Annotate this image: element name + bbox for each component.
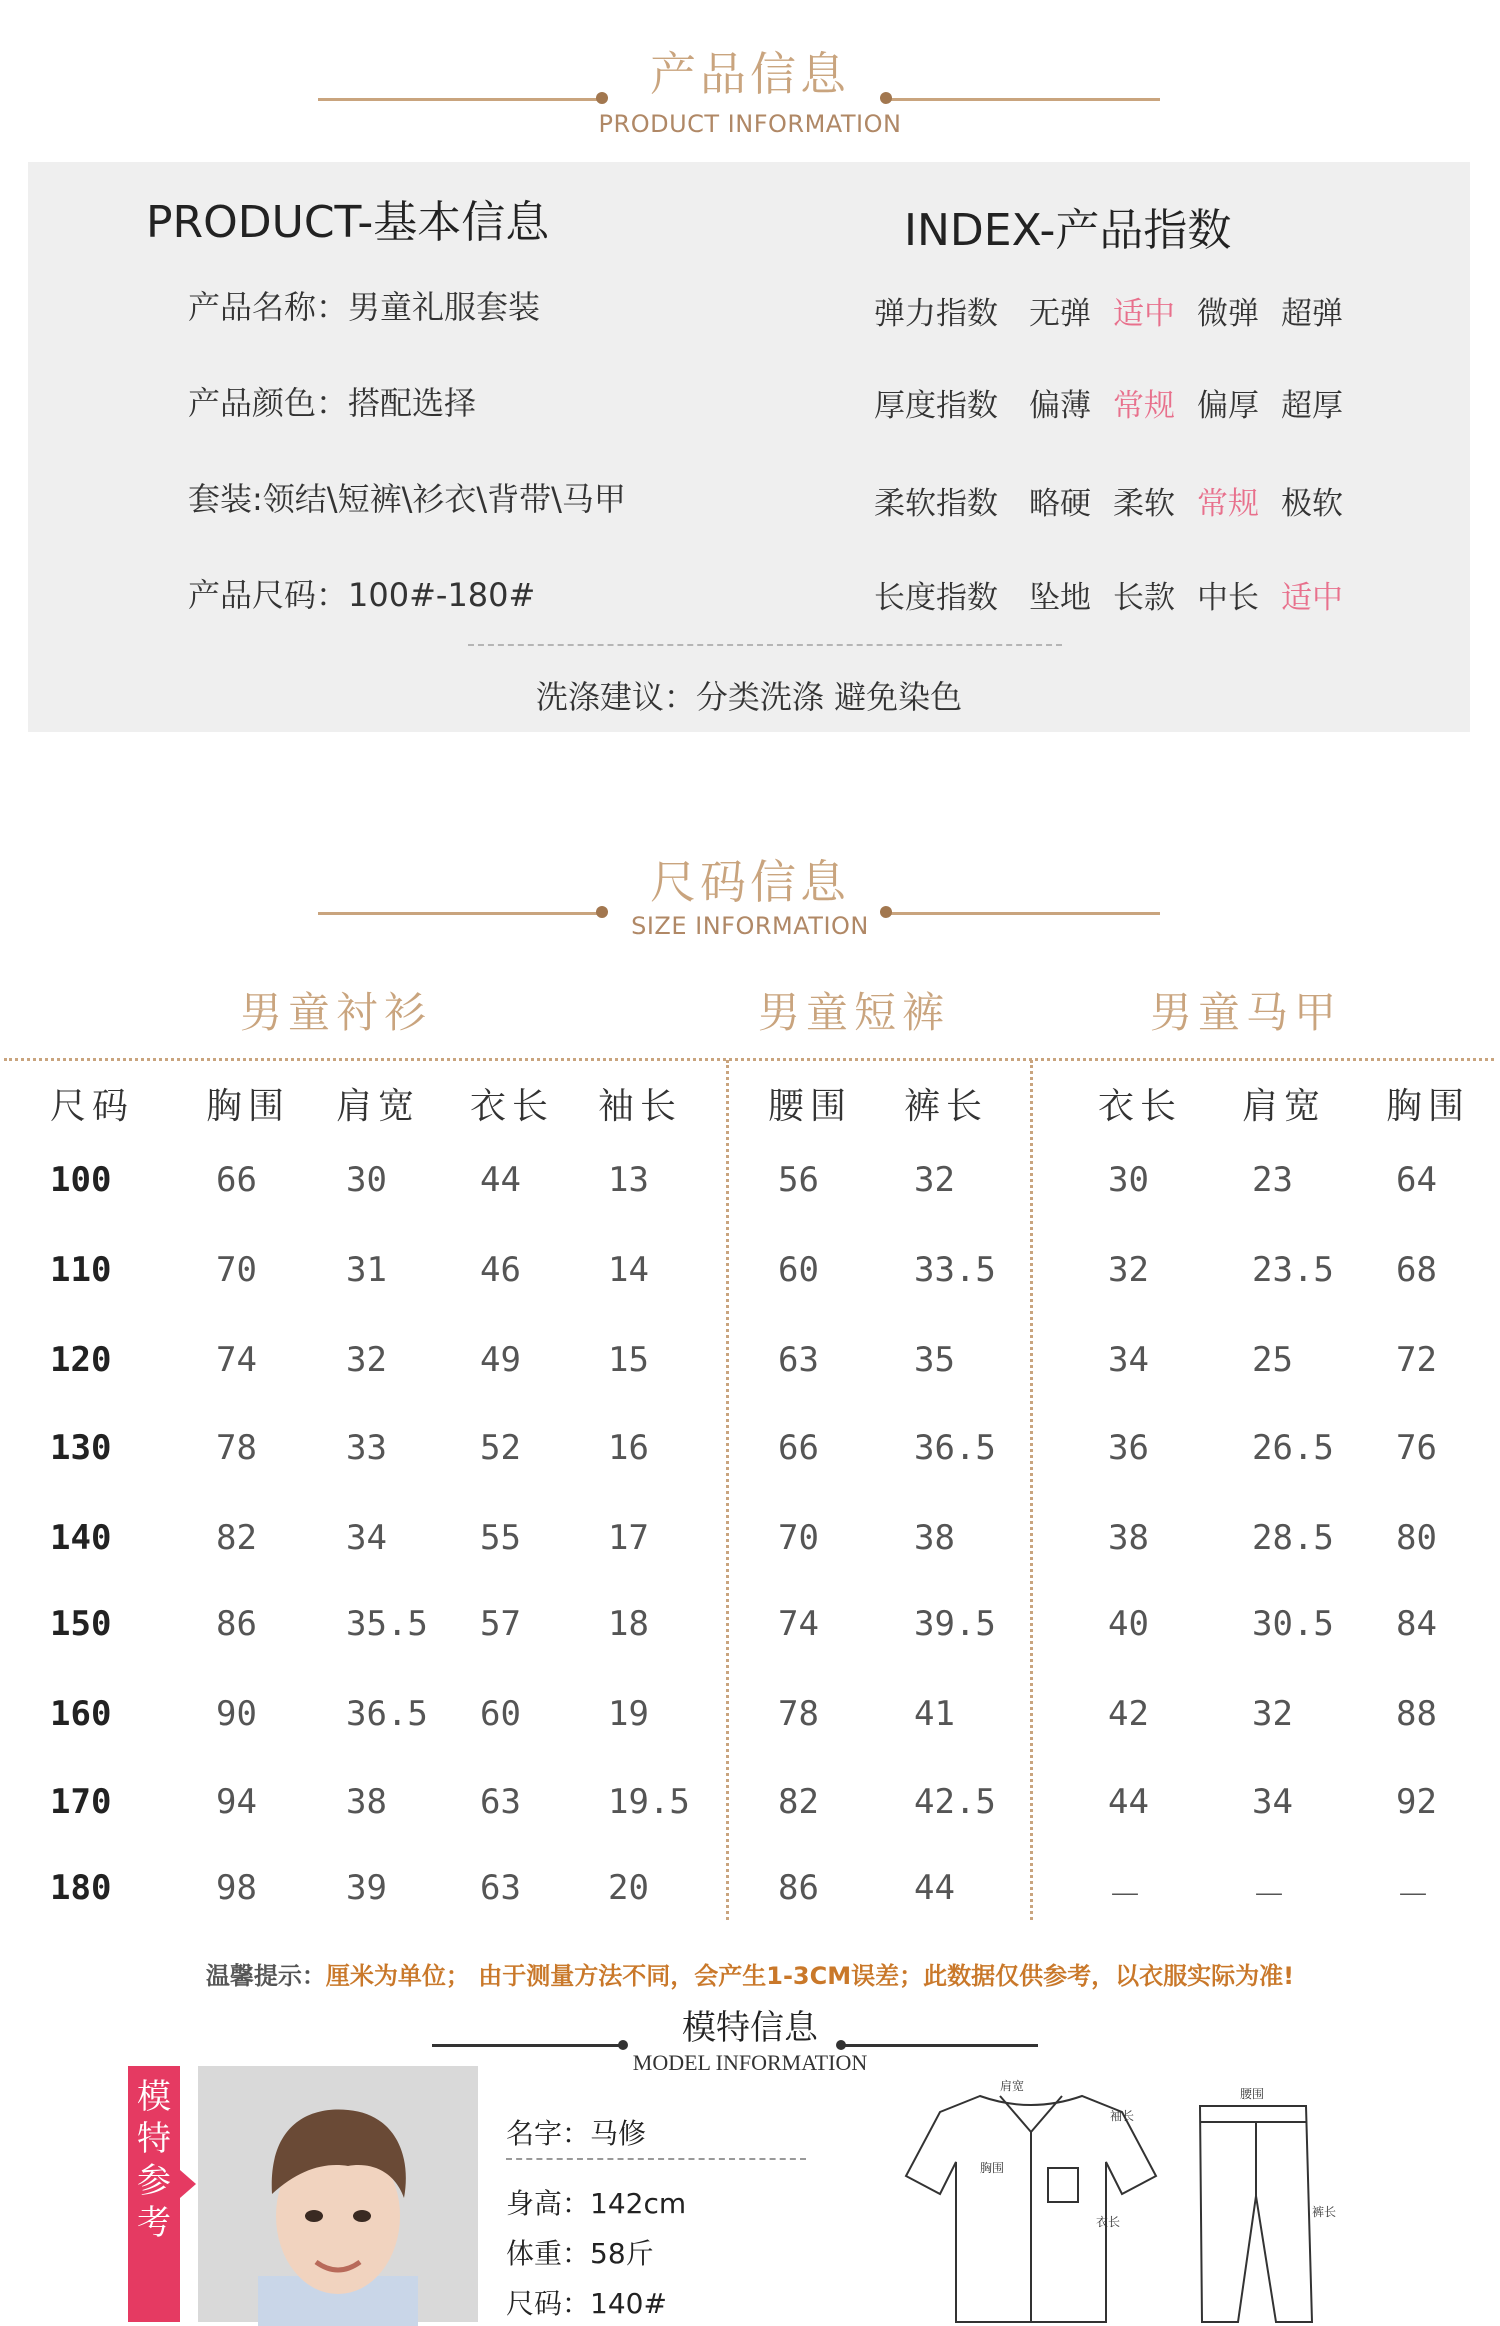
size-cell: － [1108,1876,1142,1916]
size-cell: 32 [1252,1694,1293,1734]
size-cell: 63 [480,1868,521,1908]
size-cell: 88 [1396,1694,1437,1734]
index-option: 坠地 [1029,580,1091,616]
model-photo [198,2066,478,2322]
size-cell: 32 [914,1160,955,1200]
size-cell: 74 [216,1340,257,1380]
model-weight: 体重：58斤 [506,2237,654,2270]
size-cell: 33 [346,1428,387,1468]
size-cell: 23.5 [1252,1250,1334,1290]
shirt-outline-icon [906,2096,1156,2322]
size-info-subtitle: SIZE INFORMATION [631,912,869,940]
size-row-label: 140 [50,1518,112,1558]
size-cell: 34 [1252,1782,1293,1822]
index-option: 极软 [1281,486,1343,522]
size-cell: 66 [778,1428,819,1468]
size-cell: 33.5 [914,1250,996,1290]
size-row-label: 110 [50,1250,112,1290]
size-cell: 52 [480,1428,521,1468]
size-column-header: 袖长 [598,1086,683,1127]
size-cell: 16 [608,1428,649,1468]
size-cell: 44 [1108,1782,1149,1822]
product-info-panel [28,162,1470,732]
tip-text: 厘米为单位； 由于测量方法不同，会产生1-3CM误差；此数据仅供参考，以衣服实际为准! [325,1962,1295,1990]
size-cell: 42 [1108,1694,1149,1734]
index-option: 中长 [1197,580,1259,616]
size-cell: 78 [216,1428,257,1468]
index-option: 超厚 [1281,388,1343,424]
size-column-header: 肩宽 [1242,1086,1327,1127]
column-divider-1 [726,1060,729,1920]
size-cell: 70 [778,1518,819,1558]
size-cell: 70 [216,1250,257,1290]
size-cell: 68 [1396,1250,1437,1290]
size-row-label: 100 [50,1160,112,1200]
model-height: 身高：142cm [506,2187,687,2220]
diagram-label-pants-length: 裤长 [1312,2205,1337,2219]
size-cell: 55 [480,1518,521,1558]
model-info-title: 模特信息 [682,2008,818,2048]
elasticity-index-row [874,288,1365,333]
size-cell: 86 [216,1604,257,1644]
size-cell: 94 [216,1782,257,1822]
table-top-divider [4,1058,1494,1061]
title-deco-dot-left [596,92,608,104]
index-heading: INDEX-产品指数 [904,205,1232,256]
diagram-label-length: 衣长 [1096,2215,1121,2229]
size-row-label: 120 [50,1340,112,1380]
index-label: 长度指数 [874,580,998,616]
size-cell: 38 [914,1518,955,1558]
size-cell: 72 [1396,1340,1437,1380]
size-cell: 63 [480,1782,521,1822]
size-column-header: 衣长 [1098,1086,1183,1127]
size-cell: 82 [778,1782,819,1822]
size-cell: 34 [346,1518,387,1558]
size-cell: 14 [608,1250,649,1290]
size-column-header: 腰围 [768,1086,853,1127]
pants-outline-icon [1200,2106,1312,2322]
size-cell: 76 [1396,1428,1437,1468]
size-cell: 35.5 [346,1604,428,1644]
size-cell: － [1396,1876,1430,1916]
size-cell: 80 [1396,1518,1437,1558]
model-deco-dot-right [836,2040,846,2050]
size-column-header: 胸围 [1386,1086,1471,1127]
group-title-shorts: 男童短裤 [758,988,951,1037]
thickness-index-row [874,380,1365,425]
size-column-header: 衣长 [470,1086,555,1127]
size-cell: 30.5 [1252,1604,1334,1644]
size-cell: 26.5 [1252,1428,1334,1468]
title-deco-line-right [890,98,1160,101]
index-option-selected: 适中 [1281,580,1343,616]
index-option: 偏厚 [1197,388,1259,424]
index-option-selected: 适中 [1113,296,1175,332]
index-label: 厚度指数 [874,388,998,424]
size-cell: 25 [1252,1340,1293,1380]
size-cell: 60 [778,1250,819,1290]
size-cell: 90 [216,1694,257,1734]
title-deco-line-left [318,98,602,101]
size-cell: 32 [1108,1250,1149,1290]
basic-info-heading: PRODUCT-基本信息 [146,197,550,248]
size-cell: 30 [1108,1160,1149,1200]
size-cell: 19 [608,1694,649,1734]
size-cell: 34 [1108,1340,1149,1380]
index-option: 超弹 [1281,296,1343,332]
size-cell: 20 [608,1868,649,1908]
index-option: 柔软 [1113,486,1175,522]
size-cell: 13 [608,1160,649,1200]
size-cell: 78 [778,1694,819,1734]
garment-diagram [900,2076,1337,2322]
size-cell: － [1252,1876,1286,1916]
size-row-label: 130 [50,1428,112,1468]
column-divider-2 [1030,1060,1033,1920]
size-cell: 32 [346,1340,387,1380]
size-cell: 44 [914,1868,955,1908]
size-cell: 38 [1108,1518,1149,1558]
ribbon-text [128,2076,180,2244]
index-option-selected: 常规 [1113,388,1175,424]
model-deco-line-left [432,2044,622,2047]
model-portrait-icon [198,2066,478,2322]
size-cell: 38 [346,1782,387,1822]
index-label: 弹力指数 [874,296,998,332]
size-row-label: 160 [50,1694,112,1734]
size-cell: 44 [480,1160,521,1200]
index-option: 长款 [1113,580,1175,616]
size-column-header: 裤长 [904,1086,989,1127]
size-cell: 28.5 [1252,1518,1334,1558]
model-info-subtitle: MODEL INFORMATION [632,2050,868,2075]
size-cell: 46 [480,1250,521,1290]
index-option: 微弹 [1197,296,1259,332]
model-name: 名字：马修 [506,2117,647,2150]
diagram-label-sleeve: 袖长 [1110,2109,1135,2123]
size-cell: 17 [608,1518,649,1558]
size-tip [0,1956,1500,1991]
index-option-selected: 常规 [1197,486,1259,522]
title-deco-dot-right [880,92,892,104]
product-set: 套装:领结\短裤\衫衣\背带\马甲 [188,480,626,518]
group-title-vest: 男童马甲 [1150,988,1343,1037]
wash-advice: 洗涤建议：分类洗涤 避免染色 [535,678,963,716]
size-cell: 39 [346,1868,387,1908]
size-cell: 63 [778,1340,819,1380]
group-title-shirt: 男童衬衫 [240,988,433,1037]
size-row-label: 150 [50,1604,112,1644]
ribbon-label: 模特参考 [137,2077,171,2243]
model-info-divider [506,2158,806,2160]
size-column-header: 肩宽 [336,1086,421,1127]
size-cell: 15 [608,1340,649,1380]
diagram-label-shoulder: 肩宽 [1000,2079,1025,2093]
size-cell: 86 [778,1868,819,1908]
size-cell: 35 [914,1340,955,1380]
size-cell: 31 [346,1250,387,1290]
size-cell: 39.5 [914,1604,996,1644]
size-cell: 40 [1108,1604,1149,1644]
index-option: 偏薄 [1029,388,1091,424]
size-cell: 19.5 [608,1782,690,1822]
index-option: 无弹 [1029,296,1091,332]
size-info-title: 尺码信息 [650,855,850,909]
product-info-subtitle: PRODUCT INFORMATION [598,110,902,138]
size-cell: 42.5 [914,1782,996,1822]
panel-divider [468,644,1062,646]
size-cell: 23 [1252,1160,1293,1200]
size-cell: 18 [608,1604,649,1644]
product-info-title: 产品信息 [650,47,850,101]
size-cell: 98 [216,1868,257,1908]
size-column-header: 胸围 [206,1086,291,1127]
model-deco-dot-left [618,2040,628,2050]
size-cell: 66 [216,1160,257,1200]
diagram-label-waist: 腰围 [1240,2087,1265,2101]
product-color: 产品颜色：搭配选择 [188,384,477,422]
size-cell: 64 [1396,1160,1437,1200]
size-cell: 60 [480,1694,521,1734]
index-option: 略硬 [1029,486,1091,522]
size-cell: 36.5 [346,1694,428,1734]
size-column-header: 尺码 [50,1086,135,1127]
index-label: 柔软指数 [874,486,998,522]
tip-lead: 温馨提示： [205,1962,326,1990]
size-cell: 49 [480,1340,521,1380]
size-cell: 30 [346,1160,387,1200]
model-deco-line-right [842,2044,1038,2047]
diagram-label-chest: 胸围 [980,2161,1005,2175]
softness-index-row [874,478,1365,523]
size-cell: 41 [914,1694,955,1734]
size-row-label: 180 [50,1868,112,1908]
size-cell: 74 [778,1604,819,1644]
length-index-row [874,572,1365,617]
size-row-label: 170 [50,1782,112,1822]
model-size: 尺码：140# [506,2287,667,2320]
size-cell: 82 [216,1518,257,1558]
size-cell: 92 [1396,1782,1437,1822]
product-size-range: 产品尺码：100#-180# [188,576,536,614]
size-cell: 57 [480,1604,521,1644]
product-name: 产品名称：男童礼服套装 [188,288,541,326]
size-cell: 36.5 [914,1428,996,1468]
size-cell: 56 [778,1160,819,1200]
size-cell: 36 [1108,1428,1149,1468]
size-cell: 84 [1396,1604,1437,1644]
ribbon-arrow [180,2170,196,2198]
